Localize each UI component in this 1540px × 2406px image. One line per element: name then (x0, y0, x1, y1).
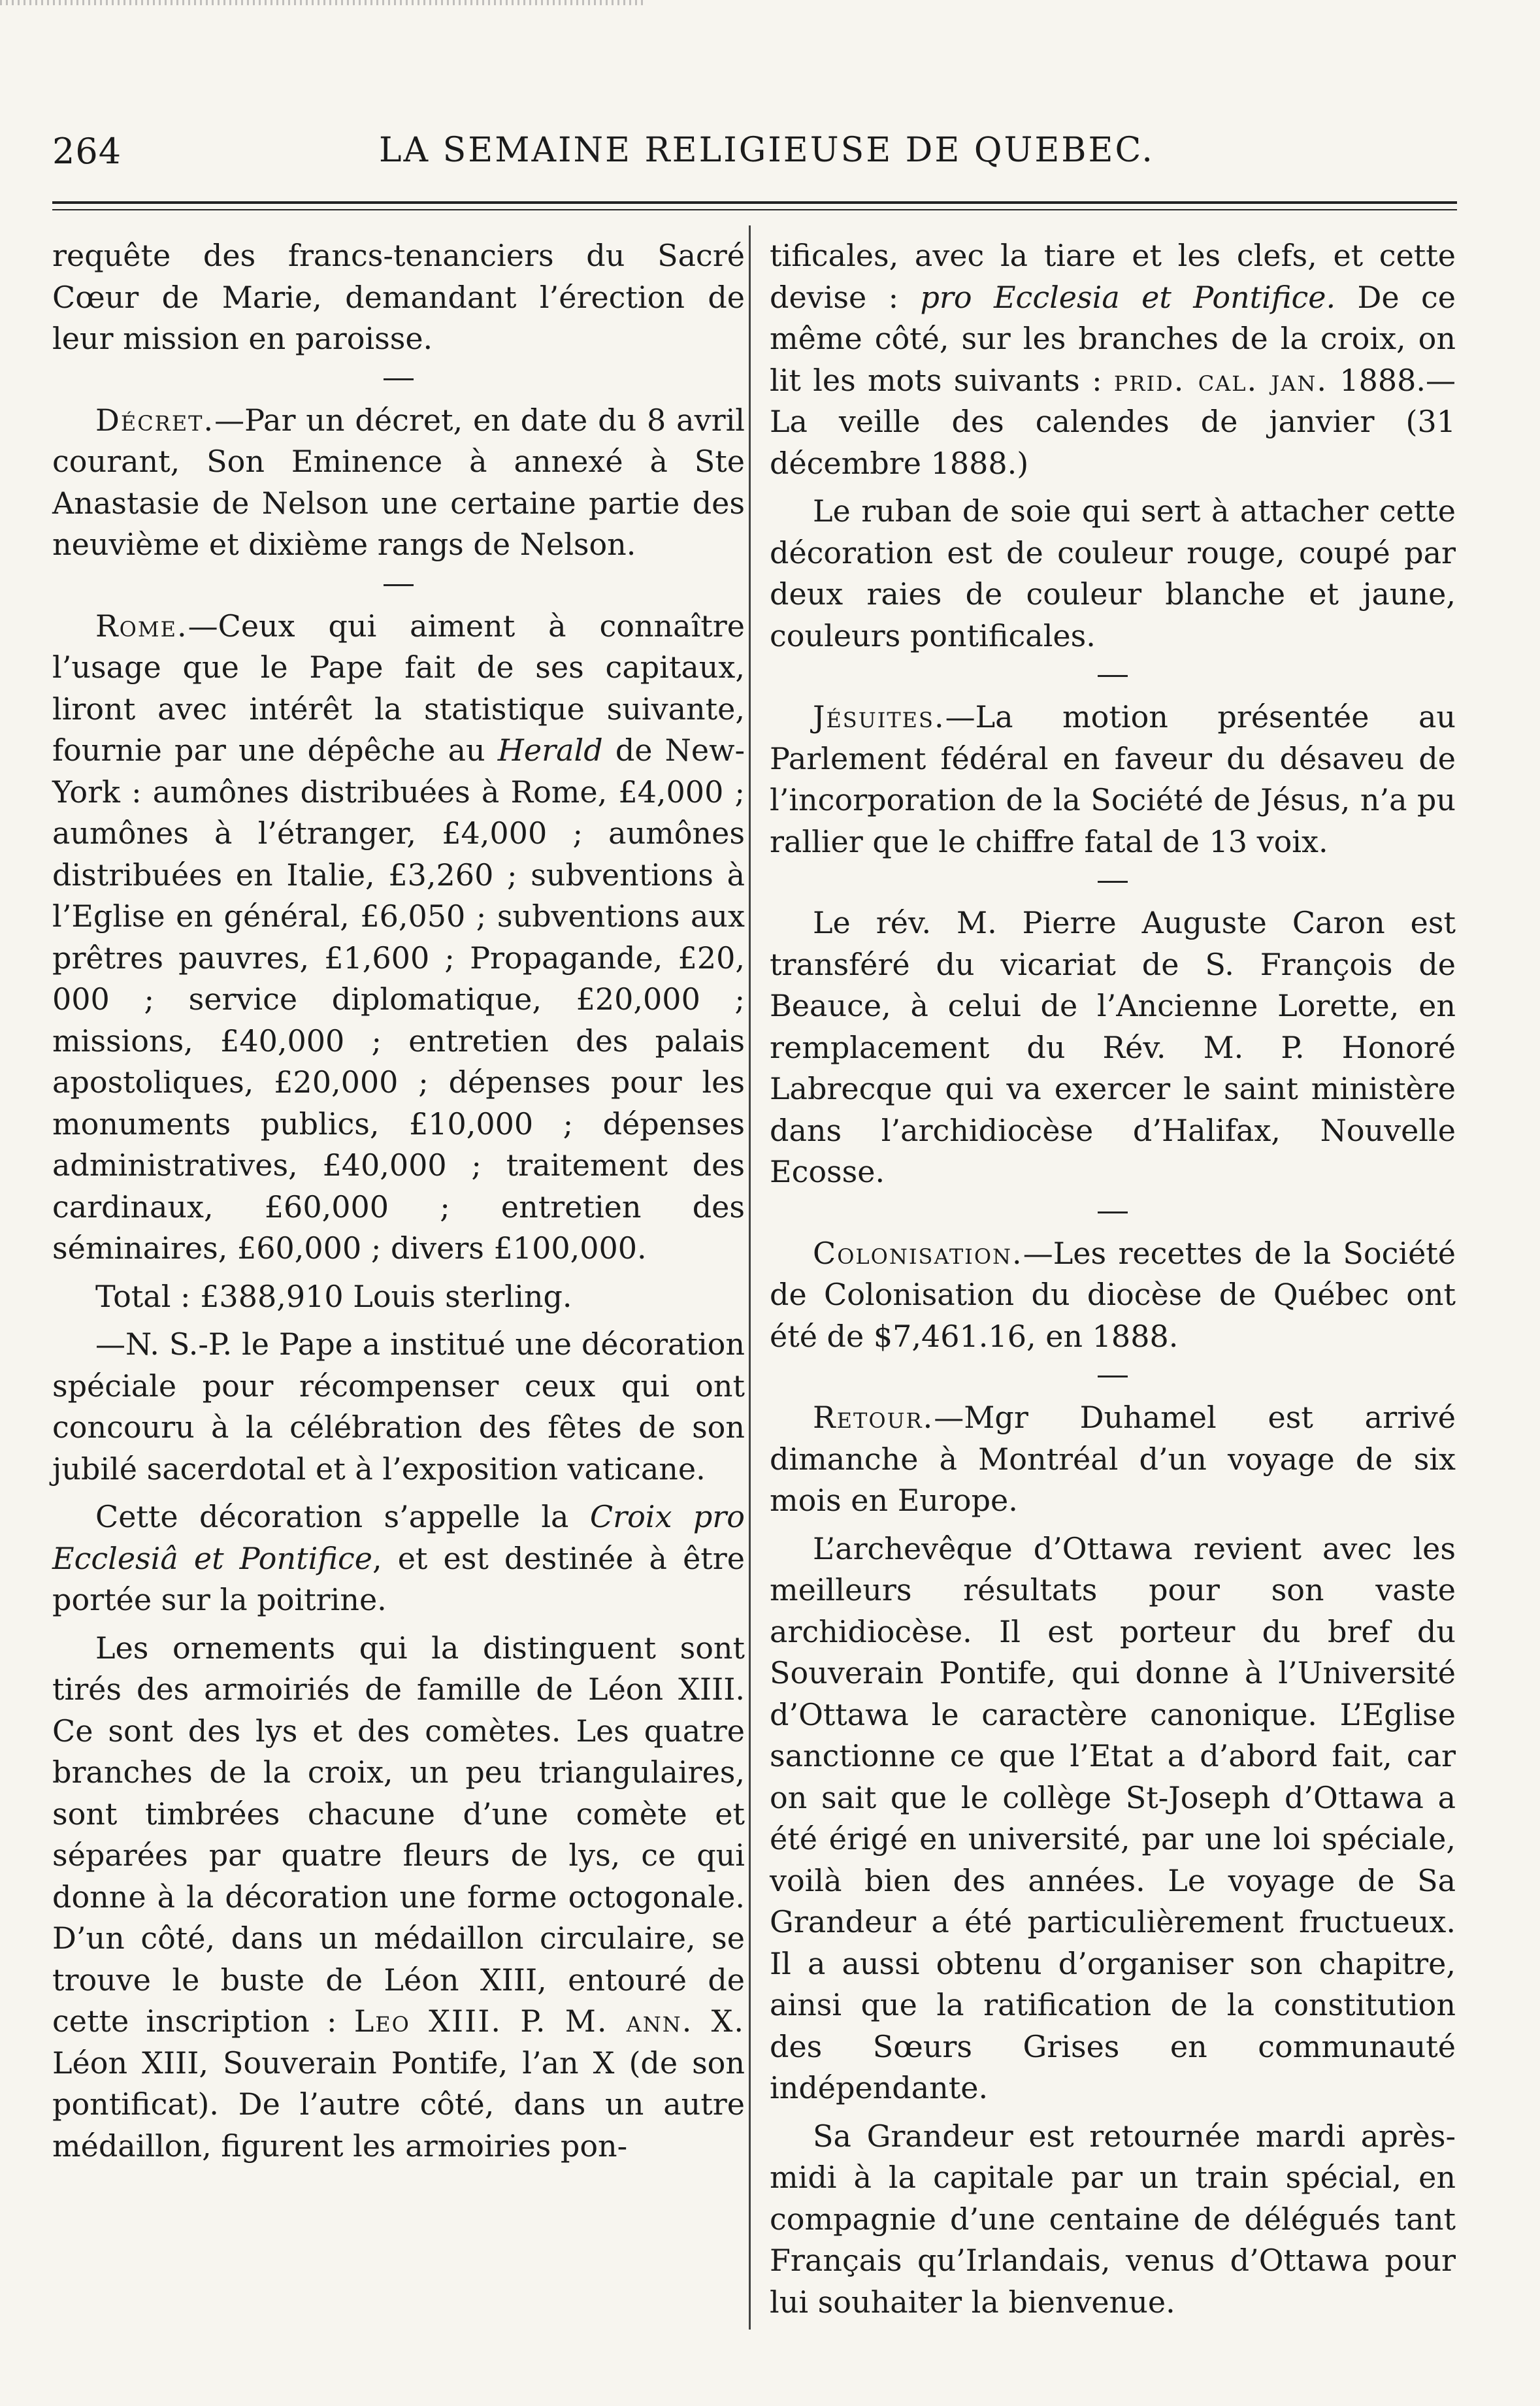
column-divider (749, 225, 751, 2330)
section-separator (1098, 675, 1128, 677)
paragraph-colonisation (770, 1233, 1456, 1358)
section-head-decret: Décret. (95, 402, 215, 438)
paragraph-retour (770, 1397, 1456, 1522)
paragraph-retour-body: —Mgr Duhamel est arrivé dimanche à Montréal d’un voyage de six mois en Europe. (770, 1400, 1456, 1518)
paragraph-colonisation-body: —Les recettes de la Société de Colonisation du diocèse de Québec ont été de $7,461.16, en 1888. (770, 1235, 1456, 1354)
left-column (52, 235, 745, 2173)
paragraph-ornements-b: Léon XIII, Souverain Pontife, l’an X (de son pontificat). De l’autre côté, dans un autre médaillon, figurent les armoiries pon- (52, 2045, 745, 2164)
paragraph-jesuites-body: —La motion présentée au Parlement fédéral en faveur du désaveu de l’incorporation de la Société de Jésus, n’a pu rallier que le chiffre fatal de 13 voix. (770, 699, 1456, 859)
section-separator (384, 584, 414, 586)
section-separator (1098, 881, 1128, 883)
page-number: 264 (52, 131, 122, 172)
paragraph-tificales-b: De ce même côté, sur les branches de la croix, on lit les mots suivants : (770, 279, 1456, 398)
paragraph-ornements (52, 1628, 745, 2167)
right-column (770, 235, 1456, 2330)
devise: pro Ecclesia et Pontifice. (920, 279, 1336, 315)
paragraph-decret-body: —Par un décret, en date du 8 avril courant, Son Eminence à annexé à Ste Anastasie de Nelson une certaine partie des neuvième et dixième rangs de Nelson. (52, 402, 745, 562)
section-separator (1098, 1211, 1128, 1213)
leo-inscription: Leo XIII. P. M. ann. X. (353, 2003, 745, 2039)
paragraph-ruban: Le ruban de soie qui sert à attacher cette décoration est de couleur rouge, coupé par deux raies de couleur blanche et jaune, couleurs pontificales. (770, 493, 1456, 653)
croix-name: Croix pro Ecclesiâ et Pontifice (52, 1499, 745, 1576)
section-head-retour: Retour. (813, 1400, 934, 1435)
running-title: LA SEMAINE RELIGIEUSE DE QUEBEC. (379, 131, 1155, 170)
paragraph-tificales-a: tificales, avec la tiare et les clefs, et cette devise : (770, 238, 1456, 315)
paragraph-croix-a: Cette décoration s’appelle la (95, 1499, 590, 1534)
paragraph-croix-b: , et est destinée à être portée sur la poitrine. (52, 1540, 745, 1617)
section-head-colonisation: Colonisation. (813, 1235, 1023, 1271)
prid-inscription: prid. cal. jan. (1113, 362, 1328, 398)
paragraph-rome-b: de New-York : aumônes distribuées à Rome, £4,000 ; aumônes à l’étranger, £4,000 ; aumônes distribuées en Italie, £3,260 ; subventions à l’Eglise en général, £6,050 ; subventions aux prêtres pauvres, £1,600 ; Propagande, £20, 000 ; service diplomatique, £20,000 ; missions, £40,000 ; entretien des palais apostoliques, £20,000 ; dépenses pour les monuments publics, £10,000 ; dépenses administratives, £40,000 ; traitement des cardinaux, £60,000 ; entretien des séminaires, £60,000 ; divers £100,000. (52, 733, 745, 1266)
paragraph-total: Total : £388,910 Louis sterling. (95, 1278, 572, 1314)
section-separator (384, 378, 414, 380)
header-rule-thick (52, 201, 1457, 204)
paragraph-tificales (770, 235, 1456, 484)
paragraph-tificales-c: 1888.— La veille des calendes de janvier (31 décembre 1888.) (770, 362, 1456, 481)
paragraph-continuation: requête des francs-tenanciers du Sacré Cœur de Marie, demandant l’érection de leur mission en paroisse. (52, 238, 745, 356)
page-header (52, 131, 1457, 190)
header-rule-thin (52, 209, 1457, 210)
paragraph-jesuites (770, 697, 1456, 863)
paragraph-rome (52, 606, 745, 1270)
paragraph-croix (52, 1496, 745, 1621)
paragraph-decoration: —N. S.-P. le Pape a institué une décoration spéciale pour récompenser ceux qui ont concouru à la célébration des fêtes de son jubilé sacerdotal et à l’exposition vaticane. (52, 1327, 745, 1487)
paragraph-caron: Le rév. M. Pierre Auguste Caron est transféré du vicariat de S. François de Beauce, à celui de l’Ancienne Lorette, en remplacement du Rév. M. P. Honoré Labrecque qui va exercer le saint ministère dans l’archidiocèse d’Halifax, Nouvelle Ecosse. (770, 905, 1456, 1189)
paragraph-archeveque: L’archevêque d’Ottawa revient avec les meilleurs résultats pour son vaste archidiocèse. Il est porteur du bref du Souverain Pontife, qui donne à l’Université d’Ottawa le caractère canonique. L’Eglise sanctionne ce que l’Etat a d’abord fait, car on sait que le collège St-Joseph d’Ottawa a été érigé en université, par une loi spéciale, voilà bien des années. Le voyage de Sa Grandeur a été particulièrement fructueux. Il a aussi obtenu d’organiser son chapitre, ainsi que la ratification de la constitution des Sœurs Grises en communauté indépendante. (770, 1530, 1456, 2105)
top-edge-dots (0, 0, 647, 5)
section-head-rome: Rome. (95, 608, 188, 644)
section-separator (1098, 1376, 1128, 1377)
paragraph-grandeur: Sa Grandeur est retournée mardi après-midi à la capitale par un train spécial, en compagnie d’une centaine de délégués tant Français qu’Irlandais, venus d’Ottawa pour lui souhaiter la bienvenue. (770, 2118, 1456, 2320)
paragraph-decret (52, 400, 745, 566)
paragraph-ornements-a: Les ornements qui la distinguent sont tirés des armoiriés de famille de Léon XIII. Ce sont des lys et des comètes. Les quatre branches de la croix, un peu triangulaires, sont timbrées chacune d’une comète et séparées par quatre fleurs de lys, ce qui donne à la décoration une forme octogonale. D’un côté, dans un médaillon circulaire, se trouve le buste de Léon XIII, entouré de cette inscription : (52, 1630, 745, 2039)
herald-title: Herald (497, 733, 603, 768)
section-head-jesuites: Jésuites. (813, 699, 945, 734)
paragraph-rome-a: —Ceux qui aiment à connaître l’usage que le Pape fait de ses capitaux, liront avec intérêt la statistique suivante, fournie par une dépêche au (52, 608, 745, 768)
